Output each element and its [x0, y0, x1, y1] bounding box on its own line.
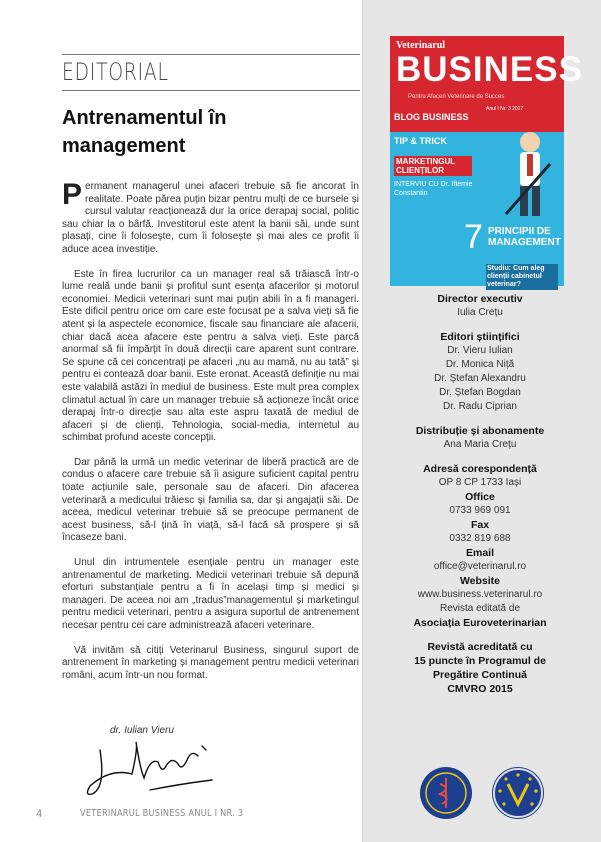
magazine-cover	[390, 36, 583, 288]
euroveterinarian-logo	[492, 767, 544, 819]
cover-teaser-principles: PRINCIPII DE MANAGEMENT	[488, 226, 561, 248]
section-bottom-rule	[62, 90, 360, 91]
signer-name: dr. Iulian Vieru	[110, 725, 174, 736]
cover-teaser-blog: BLOG BUSINESS	[394, 112, 469, 122]
cmv-logo	[420, 767, 472, 819]
editor-name: Dr. Radu Ciprian	[443, 401, 517, 412]
article-paragraph: Este în firea lucrurilor ca un manager real să trăiască într-o lume reală unde banii și profitul sunt esența afacerilor și motorul economiei. Medicii veterinari sunt mai puțin abili în a fi manageri. Este dificil pentru orice om care este focusat pe a salva vieți să fie atent și la aspectele economice, fiscale sau financiare ale afacerii, chiar dacă acea afacere este pentru a salva vieți. Este parcă anormal să fii împărțit în două direcții care aparent sunt contrare. Se spune că cei concentrați pe afaceri „nu au mamă, nu au tată” și pentru ei contează doar banii. Este eronat. Această definiție nu mai este valabilă astăzi în mediul de business. Este mult prea complex climatul actual în care un manager trebuie să acționeze încât orice derapaj într-o direcție sau alta este aspru taxată de mediul de afaceri și de clienți. Tehnologia, social-media, internetul au schimbat profund aceste concepții.	[62, 268, 359, 444]
accreditation-line: 15 puncte în Programul de	[414, 655, 546, 667]
director-label: Director executiv	[437, 293, 523, 305]
editor-name: Dr. Vieru Iulian	[447, 345, 513, 356]
cover-brand-small: Veterinarul	[396, 40, 446, 51]
running-footer: VETERINARUL BUSINESS ANUL I NR. 3	[80, 808, 244, 819]
editor-name: Dr. Ștefan Alexandru	[434, 373, 526, 384]
accreditation-line: Pregătire Continuă	[433, 669, 527, 681]
article-body	[62, 178, 359, 694]
cover-number: 7	[464, 218, 483, 256]
article-paragraph: Dar până la urmă un medic veterinar de liberă practică are de condus o afacere care trebuie să îi asigure suficient capital pentru toate acțiunile sale, personale sau de afaceri. Din afacerea veterinară a medicului trăiesc și familia sa, dar și angajații săi. De aceea, medicul veterinar trebuie să se preocupe permanent de acest business, să-l țină în viață, să-l facă să prospere și să încaseze bani.	[62, 456, 359, 544]
email-link[interactable]: office@veterinarul.ro	[433, 561, 527, 572]
drop-cap: P	[62, 178, 83, 211]
signature-image	[80, 728, 225, 798]
article-title: Antrenamentul în management	[62, 107, 227, 157]
section-label: EDITORIAL	[62, 58, 169, 86]
website-label: Website	[459, 575, 501, 587]
office-phone: 0733 969 091	[449, 505, 511, 516]
article-paragraph: Vă invităm să citiți Veterinarul Business, singurul suport de antrenement în marketing și management pentru medicii veterinari români, acum într-un nou format.	[62, 644, 359, 681]
email-label: Email	[465, 547, 494, 559]
edited-by: Revista editată de	[439, 603, 521, 614]
distribution-label: Distribuție și abonamente	[415, 425, 545, 437]
page-number: 4	[36, 808, 43, 820]
cover-subtitle: Pentru Afaceri Veterinare de Succes	[408, 94, 505, 100]
accreditation-line: CMVRO 2015	[447, 683, 513, 695]
accreditation-line: Revistă acreditată cu	[427, 641, 533, 653]
cover-teaser-interview: INTERVIU CU Dr. Iftemie Constantin	[394, 181, 473, 197]
cover-illustration	[500, 124, 556, 224]
website-link[interactable]: www.business.veterinarul.ro	[417, 589, 543, 600]
director-name: Iulia Crețu	[457, 307, 503, 318]
cover-brand-big: BUSINESS	[396, 50, 583, 89]
article-paragraph: Unul din intrumentele esențiale pentru un manager este antrenamentul de marketing. Medicii veterinari trebuie să depună eforturi substanțiale pentru a fi în același timp și medici și manageri. De aceea noi am „tradus”managementul și marketingul pentru medicii veterinari, pentru a asigura suportul de antrenement necesar pentru cei care administrează afaceri veterinare.	[62, 557, 359, 631]
cover-issue: Anul I Nr. 3 2017	[486, 106, 524, 112]
address-value: OP 8 CP 1733 Iași	[438, 477, 522, 488]
article-paragraph: Permanent managerul unei afaceri trebuie să fie ancorat în realitate. Poate părea puțin bizar pentru mulți de ce bursele și cursul valutar reacționează dur la orice derapaj social, politic sau chiar la o bârfă. Investitorul este atent la banii săi, unde sunt plasați, cine îi folosește, cum îi folosește și mai ales ce profit îi aduce acea investiție.	[62, 178, 359, 255]
cover-teaser-marketing: MARKETINGUL CLIENȚILOR	[394, 156, 472, 176]
cover-teaser-tip: TIP & TRICK	[394, 136, 447, 146]
cover-question: Studiu: Cum aleg clienții cabinetul veterinar?	[486, 264, 558, 290]
office-label: Office	[465, 491, 495, 503]
association-logos	[418, 764, 558, 822]
editor-name: Dr. Monica Niță	[445, 359, 515, 370]
fax-number: 0332 819 688	[449, 533, 511, 544]
editors-label: Editori științifici	[440, 331, 520, 343]
fax-label: Fax	[470, 519, 490, 531]
distribution-name: Ana Maria Crețu	[443, 439, 517, 450]
editor-name: Dr. Ștefan Bogdan	[439, 387, 521, 398]
association-name: Asociația Euroveterinarian	[413, 617, 547, 629]
masthead-info	[382, 292, 578, 696]
section-top-rule	[62, 54, 360, 55]
address-label: Adresă corespondență	[423, 463, 537, 475]
